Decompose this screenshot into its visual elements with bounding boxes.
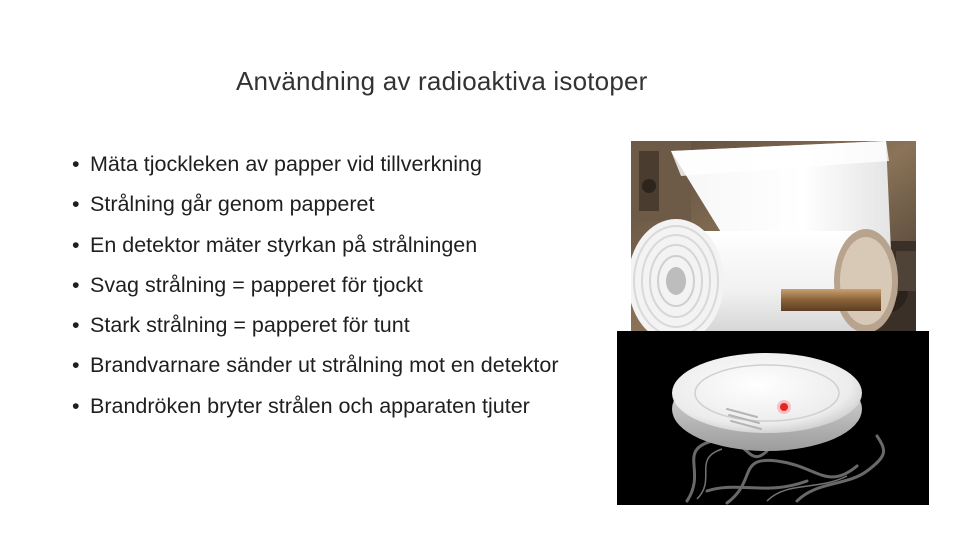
- bullet-text: Strålning går genom papperet: [90, 192, 375, 217]
- smoke-detector-image: [617, 331, 929, 505]
- bullet-list: [72, 144, 559, 426]
- bullet-text: En detektor mäter styrkan på strålningen: [90, 232, 478, 257]
- bullet-item: [72, 184, 559, 224]
- smoke-detector-photo: [617, 331, 929, 505]
- bullet-item: [72, 225, 559, 265]
- bullet-marker: •: [72, 353, 80, 378]
- bullet-item: [72, 345, 559, 385]
- bullet-marker: •: [72, 192, 80, 217]
- bullet-marker: •: [72, 232, 80, 257]
- bullet-marker: •: [72, 313, 80, 338]
- bullet-text: Svag strålning = papperet för tjockt: [90, 272, 423, 297]
- bullet-text: Mäta tjockleken av papper vid tillverkning: [90, 152, 482, 176]
- paper-roll-photo: [631, 141, 916, 332]
- bullet-text: Brandröken bryter strålen och apparaten tjuter: [90, 393, 530, 418]
- slide-title: Användning av radioaktiva isotoper: [236, 66, 648, 96]
- bullet-item: [72, 305, 559, 345]
- bullet-marker: •: [72, 393, 80, 418]
- bullet-marker: •: [72, 152, 80, 176]
- bullet-text: Stark strålning = papperet för tunt: [90, 313, 410, 338]
- paper-roll-image: [631, 141, 916, 332]
- bullet-item: [72, 265, 559, 305]
- bullet-item: [72, 386, 559, 426]
- bullet-item: [72, 144, 559, 184]
- bullet-marker: •: [72, 272, 80, 297]
- bullet-text: Brandvarnare sänder ut strålning mot en detektor: [90, 353, 559, 378]
